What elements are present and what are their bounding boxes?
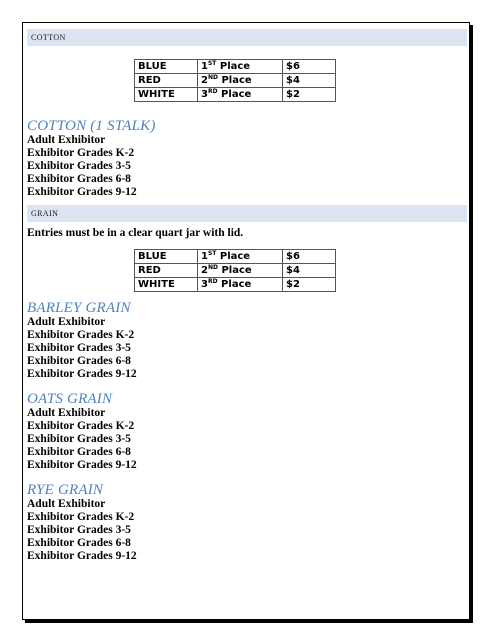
table-row xyxy=(135,88,336,102)
table-row xyxy=(135,278,336,292)
place-cell: 2ND Place xyxy=(198,264,283,278)
list-item: Exhibitor Grades 6-8 xyxy=(27,355,131,367)
list-item: Exhibitor Grades 9-12 xyxy=(27,186,137,198)
list-item: Exhibitor Grades 6-8 xyxy=(27,173,131,185)
list-item: Exhibitor Grades K-2 xyxy=(27,511,135,523)
place-cell: 2ND Place xyxy=(198,74,283,88)
class-heading-oats: OATS GRAIN xyxy=(27,391,113,407)
class-heading-rye: RYE GRAIN xyxy=(27,482,104,498)
ribbon-cell: RED xyxy=(135,264,198,278)
amount-cell: $2 xyxy=(283,278,336,292)
amount-cell: $6 xyxy=(283,60,336,74)
table-row xyxy=(135,264,336,278)
place-cell: 1ST Place xyxy=(198,60,283,74)
prize-table-grain xyxy=(134,249,336,292)
list-item: Exhibitor Grades 3-5 xyxy=(27,433,131,445)
table-row xyxy=(135,74,336,88)
list-item: Exhibitor Grades 6-8 xyxy=(27,537,131,549)
section-band-grain: GRAIN xyxy=(27,205,467,222)
list-item: Exhibitor Grades 9-12 xyxy=(27,368,137,380)
prize-table-cotton xyxy=(134,59,336,102)
table-row xyxy=(135,60,336,74)
ribbon-cell: WHITE xyxy=(135,88,198,102)
list-item: Adult Exhibitor xyxy=(27,316,106,328)
list-item: Exhibitor Grades 3-5 xyxy=(27,524,131,536)
place-cell: 3RD Place xyxy=(198,88,283,102)
ribbon-cell: RED xyxy=(135,74,198,88)
list-item: Exhibitor Grades 9-12 xyxy=(27,550,137,562)
list-item: Exhibitor Grades K-2 xyxy=(27,420,135,432)
list-item: Adult Exhibitor xyxy=(27,407,106,419)
ribbon-cell: BLUE xyxy=(135,60,198,74)
document-page xyxy=(22,22,470,620)
amount-cell: $4 xyxy=(283,74,336,88)
list-item: Adult Exhibitor xyxy=(27,134,106,146)
list-item: Exhibitor Grades 9-12 xyxy=(27,459,137,471)
class-heading-cotton: COTTON (1 STALK) xyxy=(27,118,156,134)
list-item: Exhibitor Grades 6-8 xyxy=(27,446,131,458)
list-item: Exhibitor Grades K-2 xyxy=(27,147,135,159)
amount-cell: $6 xyxy=(283,250,336,264)
list-item: Exhibitor Grades 3-5 xyxy=(27,160,131,172)
place-cell: 3RD Place xyxy=(198,278,283,292)
ribbon-cell: WHITE xyxy=(135,278,198,292)
amount-cell: $4 xyxy=(283,264,336,278)
list-item: Exhibitor Grades K-2 xyxy=(27,329,135,341)
list-item: Adult Exhibitor xyxy=(27,498,106,510)
grain-note: Entries must be in a clear quart jar with lid. xyxy=(27,227,244,239)
table-row xyxy=(135,250,336,264)
place-cell: 1ST Place xyxy=(198,250,283,264)
ribbon-cell: BLUE xyxy=(135,250,198,264)
section-band-cotton: COTTON xyxy=(27,29,467,46)
page-content xyxy=(27,29,467,563)
amount-cell: $2 xyxy=(283,88,336,102)
list-item: Exhibitor Grades 3-5 xyxy=(27,342,131,354)
class-heading-barley: BARLEY GRAIN xyxy=(27,300,131,316)
